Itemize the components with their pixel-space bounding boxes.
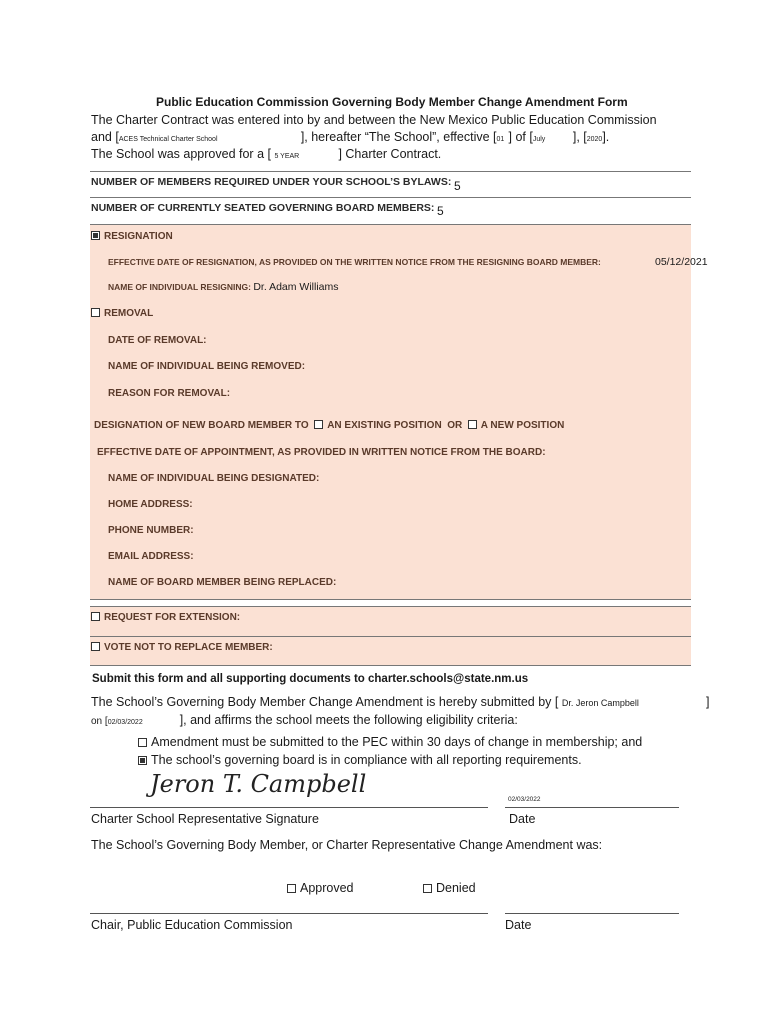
denied-option[interactable]	[423, 881, 476, 895]
intro-year-sep: ], [	[572, 130, 587, 144]
effective-month-field[interactable]: July	[532, 136, 546, 143]
intro-year-close: ].	[602, 130, 610, 144]
intro-line-3	[91, 147, 441, 161]
intro-hereafter: ], hereafter “The School”, effective [	[300, 130, 497, 144]
members-seated-label: NUMBER OF CURRENTLY SEATED GOVERNING BOARD MEMBERS:	[91, 202, 435, 214]
removal-name-label: NAME OF INDIVIDUAL BEING REMOVED:	[108, 361, 306, 372]
existing-position-checkbox[interactable]	[314, 420, 323, 429]
removal-checkbox[interactable]	[91, 308, 100, 317]
criteria-2[interactable]	[138, 753, 582, 767]
vote-option[interactable]	[91, 642, 273, 653]
intro-and: and [	[91, 130, 119, 144]
chair-signature-line	[90, 913, 488, 914]
divider	[90, 665, 691, 666]
chair-label: Chair, Public Education Commission	[91, 918, 293, 932]
intro-approved-prefix: The School was approved for a [	[91, 147, 271, 161]
signature-date-line	[505, 807, 679, 808]
designation-row	[94, 420, 564, 431]
submitted-on-prefix: on [	[91, 716, 108, 727]
signature-line	[90, 807, 488, 808]
designated-name-label: NAME OF INDIVIDUAL BEING DESIGNATED:	[108, 473, 320, 484]
designation-or: OR	[447, 420, 463, 431]
approved-checkbox[interactable]	[287, 884, 296, 893]
resignation-name-field[interactable]: Dr. Adam Williams	[253, 281, 339, 293]
signature-date-label: Date	[509, 812, 536, 826]
intro-approved-suffix: ] Charter Contract.	[338, 147, 442, 161]
resignation-name-label: NAME OF INDIVIDUAL RESIGNING:	[108, 282, 251, 292]
submitted-by-prefix: The School’s Governing Body Member Change Amendment is hereby submitted by [	[91, 695, 559, 709]
submitted-on-row	[91, 713, 518, 727]
submit-heading: Submit this form and all supporting documents to charter.schools@state.nm.us	[92, 673, 529, 685]
criteria-2-checkbox[interactable]	[138, 756, 147, 765]
submitted-on-field[interactable]: 02/03/2022	[107, 719, 143, 726]
new-position-label: A NEW POSITION	[480, 420, 565, 431]
divider	[90, 197, 691, 198]
intro-line-2	[91, 130, 609, 144]
members-seated-field[interactable]: 5	[437, 204, 444, 218]
resignation-effective-label: EFFECTIVE DATE OF RESIGNATION, AS PROVIDED ON THE WRITTEN NOTICE FROM THE RESIGNING BOARD MEMBER:	[108, 257, 601, 267]
vote-checkbox[interactable]	[91, 642, 100, 651]
chair-date-line	[505, 913, 679, 914]
submitted-by-row	[91, 695, 639, 709]
term-field[interactable]: 5 YEAR	[274, 153, 300, 160]
divider	[90, 171, 691, 172]
phone-number-label: PHONE NUMBER:	[108, 525, 194, 536]
approved-label: Approved	[300, 881, 354, 895]
criteria-1-checkbox[interactable]	[138, 738, 147, 747]
intro-of: ] of [	[508, 130, 533, 144]
criteria-1-label: Amendment must be submitted to the PEC within 30 days of change in membership; and	[151, 735, 643, 749]
extension-option[interactable]	[91, 612, 240, 623]
extension-checkbox[interactable]	[91, 612, 100, 621]
resignation-effective-field[interactable]: 05/12/2021	[655, 256, 708, 268]
effective-year-field[interactable]: 2020	[586, 136, 603, 143]
home-address-label: HOME ADDRESS:	[108, 499, 193, 510]
members-required-field[interactable]: 5	[454, 179, 461, 193]
signature-date-field[interactable]: 02/03/2022	[508, 796, 541, 803]
divider	[90, 599, 691, 600]
submitted-by-close: ]	[706, 695, 710, 709]
approved-option[interactable]	[287, 881, 354, 895]
resignation-checkbox[interactable]	[91, 231, 100, 240]
signature-label: Charter School Representative Signature	[91, 812, 319, 826]
designation-label: DESIGNATION OF NEW BOARD MEMBER TO	[94, 420, 309, 431]
replaced-member-label: NAME OF BOARD MEMBER BEING REPLACED:	[108, 577, 337, 588]
intro-line-1: The Charter Contract was entered into by and between the New Mexico Public Education Commission	[91, 113, 657, 127]
removal-label: REMOVAL	[104, 308, 154, 319]
resignation-option[interactable]	[91, 231, 173, 242]
removal-date-label: DATE OF REMOVAL:	[108, 335, 207, 346]
submitted-by-field[interactable]: Dr. Jeron Campbell	[561, 698, 639, 708]
school-name-field[interactable]: ACES Technical Charter School	[118, 136, 218, 143]
appointment-effective-label: EFFECTIVE DATE OF APPOINTMENT, AS PROVIDED IN WRITTEN NOTICE FROM THE BOARD:	[97, 447, 546, 458]
chair-date-label: Date	[505, 918, 532, 932]
criteria-1[interactable]	[138, 735, 642, 749]
resignation-label: RESIGNATION	[104, 231, 173, 242]
decision-text: The School’s Governing Body Member, or Charter Representative Change Amendment was:	[91, 838, 603, 852]
representative-signature[interactable]: Jeron T. Campbell	[150, 770, 367, 798]
criteria-2-label: The school’s governing board is in compliance with all reporting requirements.	[151, 753, 582, 767]
existing-position-label: AN EXISTING POSITION	[327, 420, 442, 431]
removal-reason-label: REASON FOR REMOVAL:	[108, 388, 231, 399]
denied-label: Denied	[436, 881, 476, 895]
effective-day-field[interactable]: 01	[496, 136, 505, 143]
form-title: Public Education Commission Governing Body Member Change Amendment Form	[156, 95, 628, 109]
email-address-label: EMAIL ADDRESS:	[108, 551, 194, 562]
members-required-label: NUMBER OF MEMBERS REQUIRED UNDER YOUR SCHOOL’S BYLAWS:	[91, 176, 452, 188]
extension-label: REQUEST FOR EXTENSION:	[104, 612, 241, 623]
new-position-checkbox[interactable]	[468, 420, 477, 429]
submitted-on-suffix: ], and affirms the school meets the following eligibility criteria:	[179, 713, 518, 727]
resignation-name-row	[108, 281, 339, 293]
removal-option[interactable]	[91, 308, 153, 319]
denied-checkbox[interactable]	[423, 884, 432, 893]
vote-label: VOTE NOT TO REPLACE MEMBER:	[104, 642, 273, 653]
